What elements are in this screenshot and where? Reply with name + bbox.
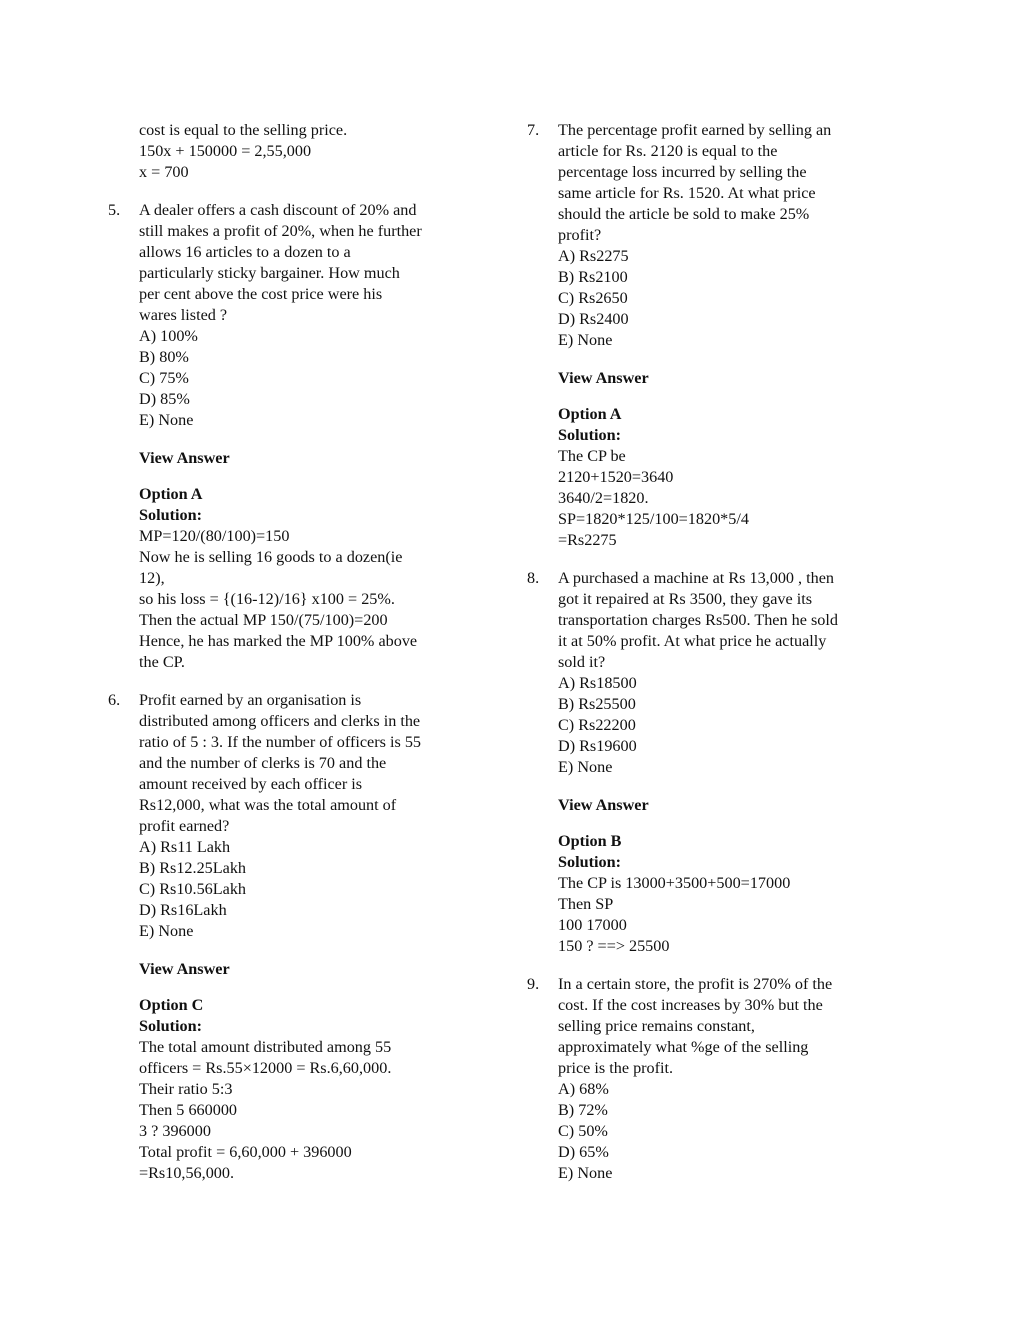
question-text: A dealer offers a cash discount of 20% and [139,201,417,219]
solution-line: 2120+1520=3640 [558,468,674,486]
option-d: D) Rs19600 [558,737,637,755]
option-b: B) 80% [139,348,189,366]
option-c: C) 50% [558,1122,608,1140]
question-text: cost. If the cost increases by 30% but the [558,996,823,1014]
question-text: profit earned? [139,817,230,835]
solution-line: The CP is 13000+3500+500=17000 [558,874,791,892]
solution-line: Their ratio 5:3 [139,1080,233,1098]
question-text: ratio of 5 : 3. If the number of officers is 55 [139,733,422,751]
question-number: 8. [527,569,540,587]
option-b: B) Rs12.25Lakh [139,859,247,877]
question-text: same article for Rs. 1520. At what price [558,184,816,202]
solution-line: Then SP [558,895,614,913]
question-text: In a certain store, the profit is 270% of the [558,975,833,993]
option-a: A) 100% [139,327,198,345]
question-text: The percentage profit earned by selling an [558,121,832,139]
option-a: A) Rs11 Lakh [139,838,231,856]
question-8 [527,568,897,957]
view-answer-link[interactable]: View Answer [139,960,230,978]
question-text: A purchased a machine at Rs 13,000 , then [558,569,835,587]
view-answer-link[interactable]: View Answer [139,449,230,467]
solution-label: Solution: [558,853,621,871]
option-c: C) Rs2650 [558,289,628,307]
solution-label: Solution: [139,506,202,524]
solution-line: Then the actual MP 150/(75/100)=200 [139,611,388,629]
option-a: A) 68% [558,1080,609,1098]
question-text: profit? [558,226,602,244]
option-e: E) None [139,411,194,429]
question-text: price is the profit. [558,1059,674,1077]
solution-line: cost is equal to the selling price. [139,121,348,139]
question-number: 6. [108,691,121,709]
solution-label: Solution: [139,1017,202,1035]
view-answer-link[interactable]: View Answer [558,369,649,387]
question-6 [108,690,478,1184]
option-b: B) Rs25500 [558,695,636,713]
option-d: D) 85% [139,390,190,408]
option-e: E) None [558,1164,613,1182]
answer-option: Option A [558,405,622,423]
solution-line: Hence, he has marked the MP 100% above [139,632,418,650]
question-text: sold it? [558,653,606,671]
solution-line: x = 700 [139,163,189,181]
question-text: got it repaired at Rs 3500, they gave its [558,590,812,608]
solution-label: Solution: [558,426,621,444]
question-text: per cent above the cost price were his [139,285,383,303]
question-9 [527,974,897,1184]
solution-line: the CP. [139,653,185,671]
question-text: and the number of clerks is 70 and the [139,754,387,772]
solution-line: Then 5 660000 [139,1101,238,1119]
solution-line: 3640/2=1820. [558,489,649,507]
question-text: wares listed ? [139,306,228,324]
solution-line: so his loss = {(16-12)/16} x100 = 25%. [139,590,395,608]
answer-option: Option C [139,996,204,1014]
question-text: it at 50% profit. At what price he actually [558,632,827,650]
solution-line: SP=1820*125/100=1820*5/4 [558,510,749,528]
answer-option: Option A [139,485,203,503]
right-column [527,120,897,1184]
solution-line: 150x + 150000 = 2,55,000 [139,142,312,160]
question-text: still makes a profit of 20%, when he further [139,222,422,240]
option-c: C) Rs22200 [558,716,636,734]
option-e: E) None [558,331,613,349]
answer-option: Option B [558,832,622,850]
option-b: B) 72% [558,1101,608,1119]
question-number: 5. [108,201,121,219]
question-5 [108,200,478,673]
option-d: D) Rs16Lakh [139,901,227,919]
left-column [108,120,478,1184]
solution-line: MP=120/(80/100)=150 [139,527,290,545]
option-d: D) 65% [558,1143,609,1161]
solution-line: The total amount distributed among 55 [139,1038,392,1056]
question-text: Profit earned by an organisation is [139,691,362,709]
question-text: Rs12,000, what was the total amount of [139,796,397,814]
question-text: percentage loss incurred by selling the [558,163,807,181]
solution-line: officers = Rs.55×12000 = Rs.6,60,000. [139,1059,392,1077]
option-b: B) Rs2100 [558,268,628,286]
option-a: A) Rs2275 [558,247,629,265]
solution-line: The CP be [558,447,626,465]
question-text: particularly sticky bargainer. How much [139,264,400,282]
option-c: C) Rs10.56Lakh [139,880,247,898]
solution-line: =Rs2275 [558,531,617,549]
solution-line: Now he is selling 16 goods to a dozen(ie [139,548,403,566]
question-4-continuation [108,120,478,183]
question-text: allows 16 articles to a dozen to a [139,243,351,261]
solution-line: 150 ? ==> 25500 [558,937,670,955]
question-text: distributed among officers and clerks in the [139,712,421,730]
option-d: D) Rs2400 [558,310,629,328]
question-text: approximately what %ge of the selling [558,1038,809,1056]
option-c: C) 75% [139,369,189,387]
question-text: amount received by each officer is [139,775,363,793]
question-text: transportation charges Rs500. Then he sold [558,611,838,629]
view-answer-link[interactable]: View Answer [558,796,649,814]
solution-line: 100 17000 [558,916,627,934]
question-number: 9. [527,975,540,993]
solution-line: =Rs10,56,000. [139,1164,235,1182]
question-7 [527,120,897,551]
question-text: selling price remains constant, [558,1017,755,1035]
option-e: E) None [558,758,613,776]
question-number: 7. [527,121,540,139]
solution-line: 3 ? 396000 [139,1122,211,1140]
solution-line: Total profit = 6,60,000 + 396000 [139,1143,352,1161]
option-a: A) Rs18500 [558,674,637,692]
option-e: E) None [139,922,194,940]
question-text: should the article be sold to make 25% [558,205,810,223]
question-text: article for Rs. 2120 is equal to the [558,142,778,160]
solution-line: 12), [139,569,165,587]
